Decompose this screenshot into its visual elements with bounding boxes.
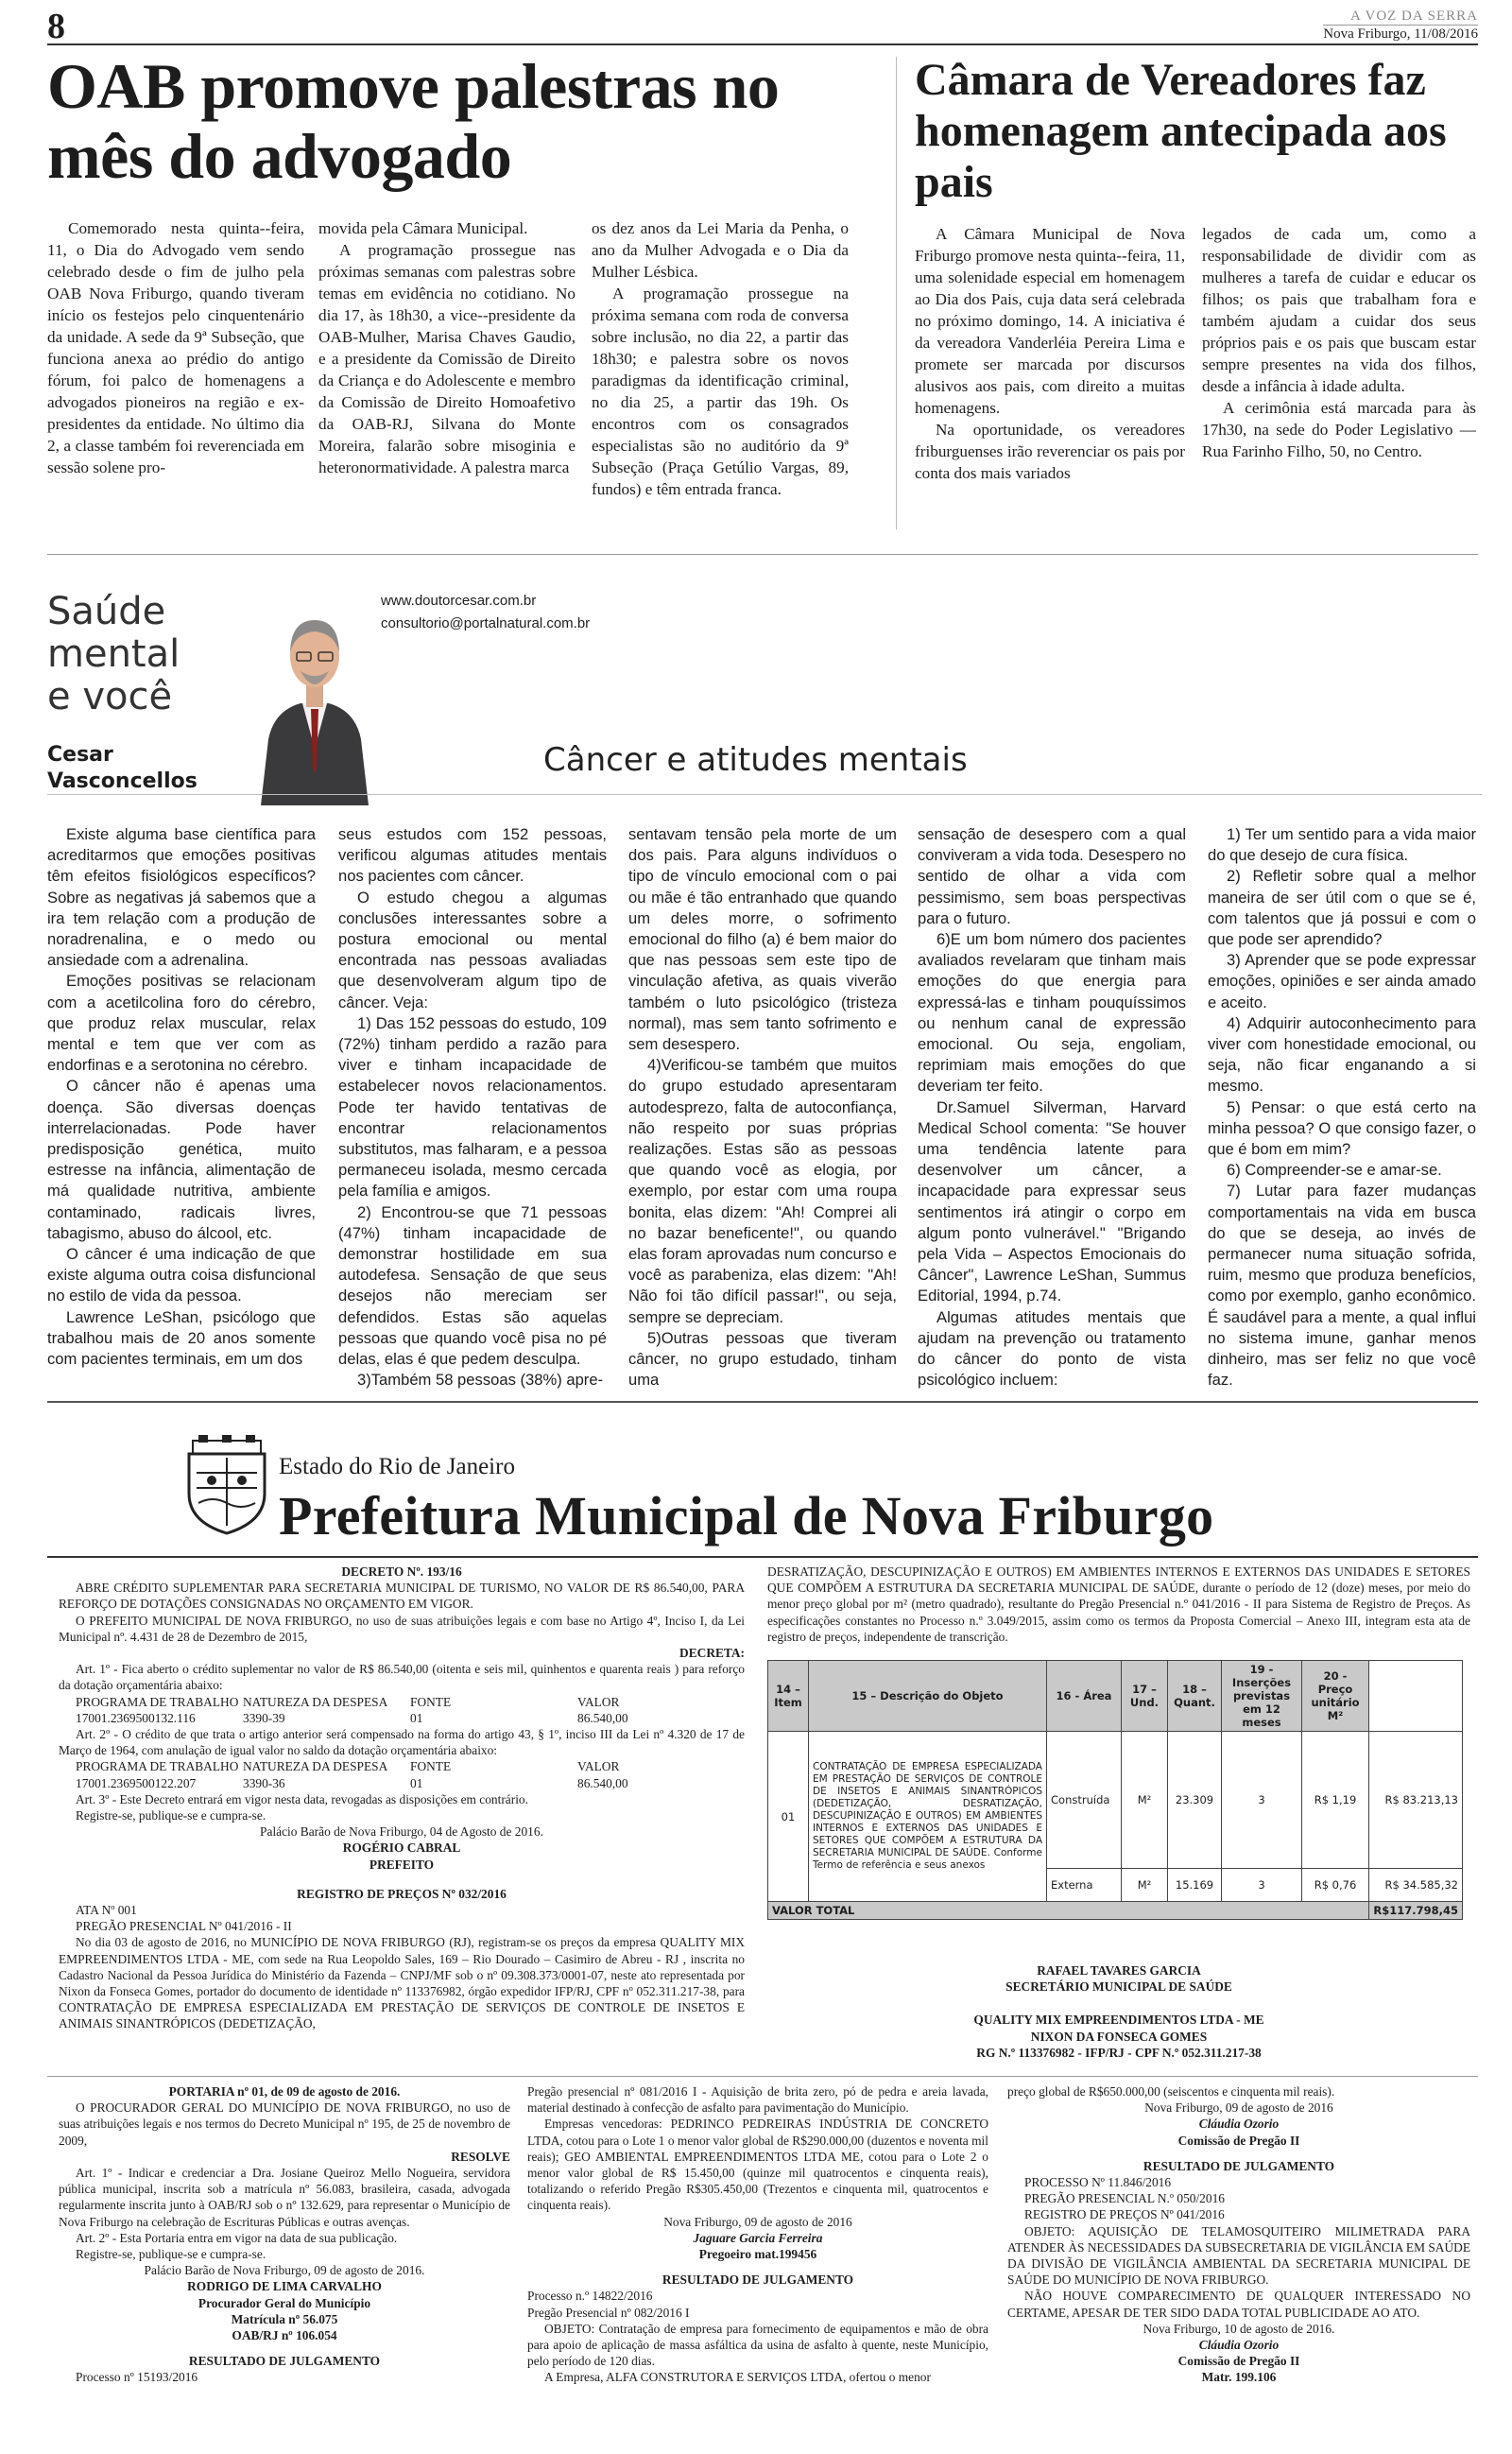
article-camara-headline: Câmara de Vereadores faz homenagem antecipada aos pais xyxy=(915,55,1447,207)
paragraph: Emoções positivas se relacionam com a acetilcolina foro do cérebro, que produz relax muscular, relax mental e tem que ver com as endorfinas e a serotonina no cérebro. xyxy=(47,972,316,1075)
paragraph: A programação prossegue nas próximas semanas com palestras sobre temas em evidência no cotidiano. No dia 17, às 18h30, a vice--presidente da OAB-Mulher, Marisa Chaves Gaudio, e a presidente da Comissão de Direito da Criança e do Adolescente e membro da Comissão de Direito Homoafetivo da OAB-RJ, Silvana do Monte Moreira, falarão sobre misoginia e heteronormatividade. A palestra marca xyxy=(318,241,576,476)
cell: R$ 1,19 xyxy=(1302,1732,1369,1869)
pregao-signer: Jaguare Garcia Ferreira xyxy=(693,2230,823,2245)
price-table xyxy=(767,1660,1463,1920)
paragraph: REGISTRO DE PREÇOS Nº 041/2016 xyxy=(1024,2207,1225,2222)
cell: Externa xyxy=(1047,1869,1122,1902)
decree-title: DECRETO Nº. 193/16 xyxy=(341,1564,462,1579)
portaria-mat: Matrícula nº 56.075 xyxy=(231,2311,338,2326)
result-block xyxy=(1007,2083,1470,2386)
cell: M² xyxy=(1122,1869,1168,1902)
state-name: Estado do Rio de Janeiro xyxy=(279,1454,515,1479)
decree-decreta: DECRETA: xyxy=(679,1646,745,1661)
decree-preamble: O PREFEITO MUNICIPAL DE NOVA FRIBURGO, no uso de suas atribuições legais e com base no Artigo 4º, Inciso I, da Lei Municipal nº. 4.431 de 28 de Dezembro de 2015, xyxy=(59,1613,745,1644)
cell: 3390-39 xyxy=(243,1710,285,1725)
sig-doc: RG N.º 113376982 - IFP/RJ - CPF N.º 052.311.217-38 xyxy=(976,2045,1262,2060)
sig-role: NIXON DA FONSECA GOMES xyxy=(1030,2029,1208,2044)
column-text-col3 xyxy=(628,824,897,1391)
cell: PROGRAMA DE TRABALHO xyxy=(76,1694,239,1709)
cell: FONTE xyxy=(410,1694,452,1709)
item-cell: 01 xyxy=(768,1732,809,1902)
budget-table-1 xyxy=(59,1694,745,1726)
paragraph: 1) Das 152 pessoas do estudo, 109 (72%) tinham perdido a razão para viver e tinham incapacidade de estabelecer novos relacionamentos. Pode ter havido tentativas de encontrar relacionamentos substitutos, mas falharam, e a pessoa permaneceu isolada, mesmo cercada pela família e amigos. xyxy=(338,1013,607,1201)
article-camara-col1 xyxy=(915,223,1185,484)
section-divider xyxy=(47,2076,1478,2077)
article-oab-col3 xyxy=(592,217,849,500)
portaria-oab: OAB/RJ nº 106.054 xyxy=(232,2328,337,2343)
paragraph: O PROCURADOR GERAL DO MUNICÍPIO DE NOVA FRIBURGO, no uso de suas atribuições legais e nos termos do Decreto Municipal nº 195, de 25 de novembro de 2009, xyxy=(59,2100,510,2148)
description-cell: CONTRATAÇÃO DE EMPRESA ESPECIALIZADA EM PRESTAÇÃO DE SERVIÇOS DE CONTROLE DE INSETOS E ANIMAIS SINANTRÓPICOS (DEDETIZAÇÃO, DESRATIZAÇÃO, DESCUPINIZAÇÃO E OUTROS) EM AMBIENTES INTERNOS E EXTERNOS DAS UNIDADES E SETORES QUE COMPÕEM A ESTRUTURA DA SECRETARIA MUNICIPAL DE SAÚDE. Conforme Termo de referência e seus anexos xyxy=(809,1732,1047,1902)
paragraph: 5) Pensar: o que está certo na minha pessoa? O que consigo fazer, o que é bom em mim? xyxy=(1208,1097,1476,1159)
cell: R$ 83.213,13 xyxy=(1369,1732,1463,1869)
header-cell: 14 – Item xyxy=(768,1661,809,1732)
column-contacts xyxy=(381,590,590,635)
paragraph: A cerimônia está marcada para às 17h30, na sede do Poder Legislativo — Rua Farinho Filho, 50, no Centro. xyxy=(1202,399,1476,460)
cell: 3 xyxy=(1222,1732,1302,1869)
cell: VALOR xyxy=(577,1759,620,1774)
column-title-line: Saúde xyxy=(47,590,166,633)
paragraph: Empresas vencedoras: PEDRINCO PEDREIRAS INDÚSTRIA DE CONCRETO LTDA, cotou para o Lote 1 o menor valor global de R$290.000,00 (duzentos e noventa mil reais); GEO AMBIENTAL EMPREENDIMENTOS LTDA ME, cotou para o Lote 2 o menor valor global de R$ 15.450,00 (quinze mil quatrocentos e cinquenta reais), totalizando o referido Pregão R$305.450,00 (Trezentos e cinquenta mil, quatrocentos e cinquenta reais). xyxy=(527,2117,988,2213)
article-oab-headline: OAB promove palestras no mês do advogado xyxy=(47,50,780,192)
paragraph: 7) Lutar para fazer mudanças comportamentais na vida em busca do que se deseja, ao invés de permanecer numa situação sofrida, ruim, mesmo que produza benefícios, como por exemplo, ganho econômico. É saudável para a mente, a qual influi no sistema imune, ganhar menos dinheiro, mas ser feliz no que você faz. xyxy=(1208,1182,1476,1390)
paragraph: sensação de desespero com a qual conviveram a vida toda. Desespero no sentido de olhar a vida com pessimismo, sem boas perspectivas para o futuro. xyxy=(918,825,1186,927)
column-divider xyxy=(896,57,897,529)
paragraph: Pregão presencial nº 081/2016 I - Aquisição de brita zero, pó de pedra e areia lavada, material destinado à confecção de asfalto para pavimentação do Município. xyxy=(527,2084,988,2116)
cell: 17001.2369500132.116 xyxy=(76,1710,196,1725)
paragraph: os dez anos da Lei Maria da Penha, o ano da Mulher Advogada e o Dia da Mulher Lésbica. xyxy=(592,219,849,281)
website-link[interactable]: www.doutorcesar.com.br xyxy=(381,593,537,609)
paragraph: Pregão Presencial nº 082/2016 I xyxy=(527,2305,690,2320)
header-cell: 15 – Descrição do Objeto xyxy=(809,1661,1047,1732)
result-signer-2: Cláudia Ozorio xyxy=(1198,2338,1280,2353)
paragraph: 6) Compreender-se e amar-se. xyxy=(1227,1161,1442,1180)
decree-art3: Art. 3º - Este Decreto entrará em vigor nesta data, revogadas as disposições em contrário. xyxy=(76,1791,528,1806)
cell: 01 xyxy=(410,1710,423,1725)
result-role-2: Comissão de Pregão II xyxy=(1177,2354,1300,2369)
paragraph: 2) Encontrou-se que 71 pessoas (47%) tinham incapacidade de demonstrar hostilidade em sua autodefesa. Sensação de que seus desejos não mereciam ser defendidos. Estas são aquelas pessoas que quando você pisa no pé delas, elas é que pedem desculpa. xyxy=(338,1202,607,1369)
paragraph: PREGÃO PRESENCIAL N.º 050/2016 xyxy=(1024,2191,1225,2206)
paragraph: Art. 1º - Indicar e credenciar a Dra. Josiane Queiroz Mello Nogueira, servidora pública municipal, inscrita sob a matrícula nº 56.083, brasileira, casada, advogada regularmente inscrita junto à OAB/RJ sob o nº 132.629, para representar o Município de Nova Friburgo na celebração de Escrituras Públicas e outras avenças. xyxy=(59,2166,510,2229)
decree-block xyxy=(59,1564,745,2032)
table-total-row xyxy=(768,1902,1463,1920)
paragraph: Comemorado nesta quinta--feira, 11, o Dia do Advogado vem sendo celebrado desde o fim de julho pela OAB Nova Friburgo, quando tiveram início os festejos pelo cinquentenário da unidade. A sede da 9ª Subseção, que funciona anexa ao prédio do antigo fórum, foi palco de homenagens a advogados pioneiros na região e ex-presidentes da entidade. No último dia 2, a classe também foi reverenciada em sessão solene pro- xyxy=(47,219,304,476)
paragraph: Art. 2º - Esta Portaria entra em vigor na data de sua publicação. xyxy=(76,2230,398,2245)
sig-name: QUALITY MIX EMPREENDIMENTOS LTDA - ME xyxy=(973,2013,1264,2028)
cell: NATUREZA DA DESPESA xyxy=(243,1694,388,1709)
decree-place: Palácio Barão de Nova Friburgo, 04 de Agosto de 2016. xyxy=(260,1824,543,1840)
sig-name: RAFAEL TAVARES GARCIA xyxy=(1037,1963,1201,1978)
paragraph: Na oportunidade, os vereadores friburguenses irão reverenciar os pais por conta dos mais variados xyxy=(915,421,1185,482)
email-link[interactable]: consultorio@portalnatural.com.br xyxy=(381,615,591,631)
cell: 23.309 xyxy=(1168,1732,1222,1869)
portaria-role: Procurador Geral do Município xyxy=(198,2295,371,2310)
table-header-row xyxy=(768,1661,1463,1732)
header-cell: 16 - Área xyxy=(1047,1661,1122,1732)
column-text-col5 xyxy=(1208,824,1476,1391)
cell: PROGRAMA DE TRABALHO xyxy=(76,1759,239,1774)
government-rule xyxy=(47,1556,1478,1558)
paragraph: A Câmara Municipal de Nova Friburgo promove nesta quinta--feira, 11, uma solenidade especial em homenagem ao Dia dos Pais, cuja data será celebrada no próximo domingo, 14. A iniciativa é da vereadora Vanderléia Pereira Lima e promete ser marcada por discursos alusivos aos pais, com direito a muitas homenagens. xyxy=(915,225,1185,417)
top-rule xyxy=(47,43,1478,45)
result-process: Processo nº 15193/2016 xyxy=(76,2370,198,2385)
registro-title: REGISTRO DE PREÇOS Nº 032/2016 xyxy=(297,1886,507,1901)
decree-art1: Art. 1º - Fica aberto o crédito suplementar no valor de R$ 86.540,00 (oitenta e seis mil, quinhentos e quarenta reais ) para reforço da dotação orçamentária abaixo: xyxy=(59,1662,745,1693)
column-title-line: e você xyxy=(47,675,173,718)
city-crest-icon xyxy=(180,1435,274,1537)
column-text-col2 xyxy=(338,824,607,1391)
paragraph: seus estudos com 152 pessoas, verificou algumas atitudes mentais nos pacientes com câncer. xyxy=(338,825,607,886)
author-photo xyxy=(253,579,376,805)
header-cell: 19 - Inserções previstas em 12 meses xyxy=(1222,1661,1302,1732)
paragraph: Lawrence LeShan, psicólogo que trabalhou mais de 20 anos somente com pacientes terminais, em um dos xyxy=(47,1307,316,1369)
cell: Construída xyxy=(1047,1732,1122,1869)
paragraph: movida pela Câmara Municipal. xyxy=(318,219,528,237)
registro-continuation xyxy=(767,1564,1470,1645)
prefeitura-title: Prefeitura Municipal de Nova Friburgo xyxy=(279,1485,1214,1547)
header-cell: 17 – Und. xyxy=(1122,1661,1168,1732)
section-divider xyxy=(47,554,1478,555)
paragraph: OBJETO: AQUISIÇÃO DE TELAMOSQUITEIRO MILIMETRADA PARA ATENDER ÀS NECESSIDADES DA SUBSECRETARIA DE VIGILÂNCIA EM SAÚDE DA DIVISÃO DE VIGILÂNCIA AMBIENTAL DA SECRETARIA MUNICIPAL DE SAÚDE DO MUNICÍPIO DE NOVA FRIBURGO. xyxy=(1007,2223,1470,2288)
result-place: Nova Friburgo, 09 de agosto de 2016 xyxy=(1144,2100,1333,2116)
column-subtitle: Câncer e atitudes mentais xyxy=(543,741,968,779)
result-role: Comissão de Pregão II xyxy=(1177,2133,1300,2148)
cell: 15.169 xyxy=(1168,1869,1222,1902)
result-signer: Cláudia Ozorio xyxy=(1198,2117,1280,2132)
result-mat: Matr. 199.106 xyxy=(1201,2370,1277,2385)
paragraph: 4) Adquirir autoconhecimento para viver com honestidade emocional, ou seja, não ficar enganando a si mesmo. xyxy=(1208,1013,1476,1096)
author-last-name: Vasconcellos xyxy=(47,769,198,793)
paragraph: 5)Outras pessoas que tiveram câncer, no grupo estudado, tinham uma xyxy=(628,1328,897,1390)
column-text-col1 xyxy=(47,824,316,1370)
paragraph: PROCESSO Nº 11.846/2016 xyxy=(1024,2175,1172,2190)
result-title: RESULTADO DE JULGAMENTO xyxy=(1143,2158,1335,2173)
column-title-line: mental xyxy=(47,632,180,676)
decree-signer: ROGÉRIO CABRAL xyxy=(342,1840,461,1856)
cell: 17001.2369500122.207 xyxy=(76,1775,197,1790)
result-place-2: Nova Friburgo, 10 de agosto de 2016. xyxy=(1143,2321,1335,2336)
cell: 01 xyxy=(410,1775,423,1790)
paragraph: Algumas atitudes mentais que ajudam na prevenção ou tratamento do câncer do ponto de vista psicológico incluem: xyxy=(918,1307,1186,1390)
paragraph: Dr.Samuel Silverman, Harvard Medical School comenta: "Se houver uma tendência latente para desenvolver um câncer, a incapacidade para expressar seus sentimentos irá atingir o corpo em algum ponto vulnerável." "Brigando pela Vida – Aspectos Emocionais do Câncer", Lawrence LeShan, Summus Editorial, 1994, p.74. xyxy=(918,1097,1186,1305)
header-cell: 18 – Quant. xyxy=(1168,1661,1222,1732)
cell: FONTE xyxy=(410,1759,452,1774)
cell: 86.540,00 xyxy=(577,1710,628,1725)
pregao-role: Pregoeiro mat.199456 xyxy=(698,2247,817,2262)
paragraph: 2) Refletir sobre qual a melhor maneira de ser útil com o que se é, com talentos que já possui e com o que pode ser aprendido? xyxy=(1208,867,1476,949)
section-divider xyxy=(47,1401,1478,1403)
paragraph: O estudo chegou a algumas conclusões interessantes sobre a postura emocional ou mental encontrada nas pessoas avaliadas que desenvolveram algum tipo de câncer. Veja: xyxy=(338,888,607,1011)
column-text-col4 xyxy=(918,824,1186,1391)
paragraph: legados de cada um, como a responsabilidade de dividir com as mulheres a tarefa de cuidar e educar os filhos; os pais que trabalham fora e também ajudam a cuidar dos seus próprios pais e os pais que buscam estar sempre presentes na vida dos filhos, desde a infância à idade adulta. xyxy=(1202,225,1476,395)
cell: M² xyxy=(1122,1732,1168,1869)
budget-table-2 xyxy=(59,1758,745,1790)
cell: 86.540,00 xyxy=(577,1775,628,1790)
edition-date: Nova Friburgo, 11/08/2016 xyxy=(1323,26,1478,42)
total-label: VALOR TOTAL xyxy=(768,1902,1369,1920)
decree-publish: Registre-se, publique-se e cumpra-se. xyxy=(76,1808,266,1823)
page-number: 8 xyxy=(47,7,65,46)
article-oab-col2 xyxy=(318,217,576,478)
masthead xyxy=(1323,8,1478,43)
decree-signer-role: PREFEITO xyxy=(369,1857,435,1872)
result-title: RESULTADO DE JULGAMENTO xyxy=(662,2273,854,2288)
paragraph: 6)E um bom número dos pacientes avaliados revelaram que tinham mais emoções do que energia para expressá-las e tinham pouquíssimos ou nenhum canal de expressão emocional. Ou seja, engoliam, reprimiam mais emoções do que deveriam ter feito. xyxy=(918,930,1186,1096)
author-first-name: Cesar xyxy=(47,743,113,767)
pregao-place: Nova Friburgo, 09 de agosto de 2016 xyxy=(663,2214,852,2229)
registro-cont: DESRATIZAÇÃO, DESCUPINIZAÇÃO E OUTROS) EM AMBIENTES INTERNOS E EXTERNOS DAS UNIDADES E SETORES QUE COMPÕEM A ESTRUTURA DA SECRETARIA MUNICIPAL DE SAÚDE, durante o período de 12 (doze) meses, por meio do menor preço global por m² (metro quadrado), resultante do Pregão Presencial n.º 041/2016 - II para Sistema de Registro de Preços. As especificações constantes no Processo n.º 3.049/2015, assim como os termos da Proposta Comercial – Anexo III, integram esta ata de registro de preços, independente de transcrição. xyxy=(767,1564,1470,1644)
decree-art2: Art. 2º - O crédito de que trata o artigo anterior será compensado na forma do artigo 43, § 1º, inciso III da Lei nº 4.320 de 17 de Março de 1964, com anulação de igual valor no saldo da dotação orçamentária abaixo: xyxy=(59,1727,745,1758)
paragraph: 3)Também 58 pessoas (38%) apre- xyxy=(357,1371,604,1390)
paragraph: 1) Ter um sentido para a vida maior do que desejo de cura física. xyxy=(1208,825,1476,865)
registro-pregao: PREGÃO PRESENCIAL Nº 041/2016 - II xyxy=(76,1919,292,1934)
registro-text: No dia 03 de agosto de 2016, no MUNICÍPIO DE NOVA FRIBURGO (RJ), registram-se os preços da empresa QUALITY MIX EMPREENDIMENTOS LTDA - ME, com sede na Rua Leopoldo Sales, 169 – Rio Dourado – Casimiro de Abreu - RJ , inscrita no Cadastro Nacional da Pessoa Jurídica do Ministério da Fazenda – CNPJ/MF sob o nº 09.308.373/0001-07, neste ato representada por Nixon da Fonseca Gomes, portador do documento de identidade nº 113376982, órgão expedidor IFP/RJ, CPF nº 052.311.217-38, para CONTRATAÇÃO DE EMPRESA ESPECIALIZADA EM PRESTAÇÃO DE SERVIÇOS DE CONTROLE DE INSETOS E ANIMAIS SINANTRÓPICOS (DEDETIZAÇÃO, xyxy=(59,1935,745,2031)
paragraph: Registre-se, publique-se e cumpra-se. xyxy=(76,2247,266,2262)
header-cell xyxy=(1369,1661,1463,1732)
cell: 3390-36 xyxy=(243,1775,285,1790)
paragraph: NÃO HOUVE COMPARECIMENTO DE QUALQUER INTERESSADO NO CERTAME, APESAR DE TER SIDO DADA TOTAL PUBLICIDADE AO ATO. xyxy=(1007,2289,1470,2320)
cell: NATUREZA DA DESPESA xyxy=(243,1759,388,1774)
paragraph: 4)Verificou-se também que muitos do grupo estudado apresentaram autodesprezo, falta de autoconfiança, não respeito por suas próprias realizações. Estas são as pessoas que quando você as elogia, por exemplo, por estar com uma roupa bonita, elas dizem: "Ah! Comprei ali no bazar beneficente!", ou quando elas foram aprovadas num concurso e você as parabeniza, elas dizem: "Ah! Não foi tão difícil passar!", ou seja, sempre se depreciam. xyxy=(628,1056,897,1326)
decree-summary: ABRE CRÉDITO SUPLEMENTAR PARA SECRETARIA MUNICIPAL DE TURISMO, NO VALOR DE R$ 86.540,00, PARA REFORÇO DE DOTAÇÕES CONSIGNADAS NO ORÇAMENTO EM VIGOR. xyxy=(59,1581,745,1612)
paragraph: preço global de R$650.000,00 (seiscentos e cinquenta mil reais). xyxy=(1007,2084,1335,2099)
registro-ata: ATA Nº 001 xyxy=(76,1903,137,1918)
article-camara-col2 xyxy=(1202,223,1476,462)
column-title xyxy=(47,591,255,718)
portaria-place: Palácio Barão de Nova Friburgo, 09 de agosto de 2016. xyxy=(144,2263,425,2278)
total-value: R$117.798,45 xyxy=(1369,1902,1463,1920)
publication-name: A VOZ DA SERRA xyxy=(1350,9,1478,24)
paragraph: O câncer é uma indicação de que existe alguma outra coisa disfuncional no estilo de vida da pessoa. xyxy=(47,1245,316,1305)
article-oab-col1 xyxy=(47,217,304,478)
column-header-rule xyxy=(47,794,1482,795)
resolve: RESOLVE xyxy=(451,2149,510,2164)
cell: 3 xyxy=(1222,1869,1302,1902)
cell: VALOR xyxy=(577,1694,620,1709)
paragraph: O câncer não é apenas uma doença. São diversas doenças interrelacionadas. Pode haver predisposição genética, muito estresse na infância, alimentação de má qualidade nutritiva, ambiente contaminado, radicais livres, tabagismo, abuso do álcool, etc. xyxy=(47,1077,316,1242)
portaria-block xyxy=(59,2083,510,2386)
paragraph: 3) Aprender que se pode expressar emoções, opiniões e ser ainda amado e aceito. xyxy=(1208,951,1476,1011)
portaria-title: PORTARIA nº 01, de 09 de agosto de 2016. xyxy=(168,2084,401,2099)
cell: R$ 34.585,32 xyxy=(1369,1869,1463,1902)
cell: R$ 0,76 xyxy=(1302,1869,1369,1902)
sig-role: SECRETÁRIO MUNICIPAL DE SAÚDE xyxy=(1005,1979,1232,1995)
table-row xyxy=(768,1732,1463,1869)
header-cell: 20 - Preço unitário M² xyxy=(1302,1661,1369,1732)
paragraph: OBJETO: Contratação de empresa para fornecimento de equipamentos e mão de obra para apoio de aplicação de massa asfáltica da usina de asfalto à quente, neste Município, pelo período de 120 dias. xyxy=(527,2321,988,2369)
paragraph: A programação prossegue na próxima semana com roda de conversa sobre inclusão, no dia 22, a partir das 18h30; e palestra sobre os novos paradigmas da identificação criminal, no dia 25, a partir das 19h. Os encontros com os consagrados especialistas são no auditório da 9ª Subseção (Praça Getúlio Vargas, 89, fundos) e têm entrada franca. xyxy=(592,285,849,498)
pregao-block xyxy=(527,2083,988,2386)
column-author xyxy=(47,742,255,795)
paragraph: sentavam tensão pela morte de um dos pais. Para alguns indivíduos o tipo de vínculo emocional com o pai ou mãe é tão entranhado que quando um deles morre, o sofrimento emocional do filho (a) é bem maior do que nas pessoas sem este tipo de vinculação afetiva, as quais viverão também o luto psicológico (tristeza normal), mas sem tanto sofrimento e sem desespero. xyxy=(628,825,897,1054)
result-title: RESULTADO DE JULGAMENTO xyxy=(188,2354,381,2369)
paragraph: A Empresa, ALFA CONSTRUTORA E SERVIÇOS LTDA, ofertou o menor xyxy=(544,2370,931,2385)
paragraph: Existe alguma base científica para acreditarmos que emoções positivas têm efeitos fisiológicos específicos? Sobre as negativas já sabemos que a ira tem relação com a produção de noradrenalina, e o medo ou ansiedade com a adrenalina. xyxy=(47,825,316,970)
portaria-signer: RODRIGO DE LIMA CARVALHO xyxy=(187,2279,382,2294)
paragraph: Processo n.º 14822/2016 xyxy=(527,2289,653,2304)
registro-signatures xyxy=(767,1962,1470,2061)
